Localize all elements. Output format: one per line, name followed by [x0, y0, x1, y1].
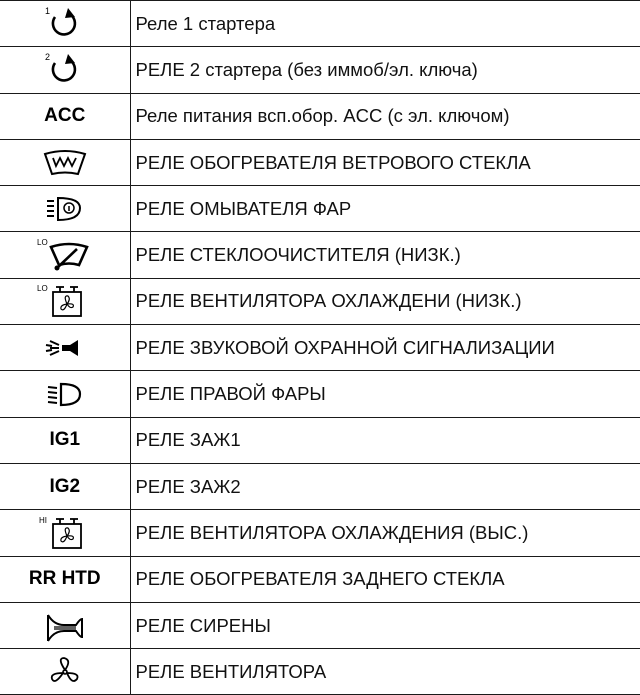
cooling-fan-icon — [35, 513, 95, 553]
icon-cell — [0, 371, 130, 417]
starter-arrow-icon — [40, 50, 90, 90]
relay-description: РЕЛЕ ЗАЖ2 — [130, 463, 640, 509]
svg-text:1: 1 — [44, 5, 50, 16]
relay-description: РЕЛЕ ВЕНТИЛЯТОРА ОХЛАЖДЕНИ (НИЗК.) — [130, 278, 640, 324]
icon-cell — [0, 139, 130, 185]
svg-text:HI: HI — [38, 515, 47, 525]
table-row — [0, 232, 640, 278]
horn-signal-icon — [40, 331, 90, 365]
relay-description: РЕЛЕ ОБОГРЕВАТЕЛЯ ЗАДНЕГО СТЕКЛА — [130, 556, 640, 602]
table-row — [0, 602, 640, 648]
svg-text:LO: LO — [36, 284, 48, 294]
icon-cell — [0, 649, 130, 695]
relay-description: Реле 1 стартера — [130, 1, 640, 47]
headlight-icon — [40, 377, 90, 411]
relay-description: РЕЛЕ ЗВУКОВОЙ ОХРАННОЙ СИГНАЛИЗАЦИИ — [130, 325, 640, 371]
relay-description: РЕЛЕ ПРАВОЙ ФАРЫ — [130, 371, 640, 417]
icon-cell — [0, 417, 130, 463]
icon-cell — [0, 186, 130, 232]
relay-code: ACC — [44, 105, 86, 127]
siren-horn-icon — [40, 609, 90, 643]
table-row — [0, 417, 640, 463]
relay-description: РЕЛЕ 2 стартера (без иммоб/эл. ключа) — [130, 47, 640, 93]
svg-text:2: 2 — [44, 51, 50, 62]
relay-description: РЕЛЕ ВЕНТИЛЯТОРА ОХЛАЖДЕНИЯ (ВЫС.) — [130, 510, 640, 556]
relay-description: Реле питания всп.обор. ACC (с эл. ключом) — [130, 93, 640, 139]
fan-icon — [40, 655, 90, 689]
relay-description: РЕЛЕ ВЕНТИЛЯТОРА — [130, 649, 640, 695]
icon-cell — [0, 325, 130, 371]
icon-cell — [0, 556, 130, 602]
relay-description: РЕЛЕ СТЕКЛООЧИСТИТЕЛЯ (НИЗК.) — [130, 232, 640, 278]
relay-description: РЕЛЕ СИРЕНЫ — [130, 602, 640, 648]
table-row — [0, 371, 640, 417]
relay-description: РЕЛЕ ЗАЖ1 — [130, 417, 640, 463]
svg-text:LO: LO — [36, 238, 48, 248]
table-row — [0, 278, 640, 324]
table-row — [0, 1, 640, 47]
table-row — [0, 649, 640, 695]
relay-description: РЕЛЕ ОМЫВАТЕЛЯ ФАР — [130, 186, 640, 232]
table-row — [0, 510, 640, 556]
wiper-icon — [35, 235, 95, 275]
icon-cell — [0, 278, 130, 324]
icon-cell — [0, 463, 130, 509]
cooling-fan-icon — [35, 281, 95, 321]
table-row — [0, 325, 640, 371]
windshield-heater-icon — [40, 146, 90, 180]
starter-arrow-icon — [40, 4, 90, 44]
table-row — [0, 93, 640, 139]
table-row — [0, 186, 640, 232]
relay-code: IG1 — [49, 429, 81, 451]
icon-cell — [0, 602, 130, 648]
headlamp-washer-icon — [40, 192, 90, 226]
relay-description: РЕЛЕ ОБОГРЕВАТЕЛЯ ВЕТРОВОГО СТЕКЛА — [130, 139, 640, 185]
table-row — [0, 463, 640, 509]
table-row — [0, 47, 640, 93]
icon-cell — [0, 1, 130, 47]
relay-code: RR HTD — [28, 568, 101, 590]
icon-cell — [0, 510, 130, 556]
table-row — [0, 556, 640, 602]
table-row — [0, 139, 640, 185]
icon-cell — [0, 47, 130, 93]
icon-cell — [0, 93, 130, 139]
relay-code: IG2 — [49, 475, 81, 497]
icon-cell — [0, 232, 130, 278]
